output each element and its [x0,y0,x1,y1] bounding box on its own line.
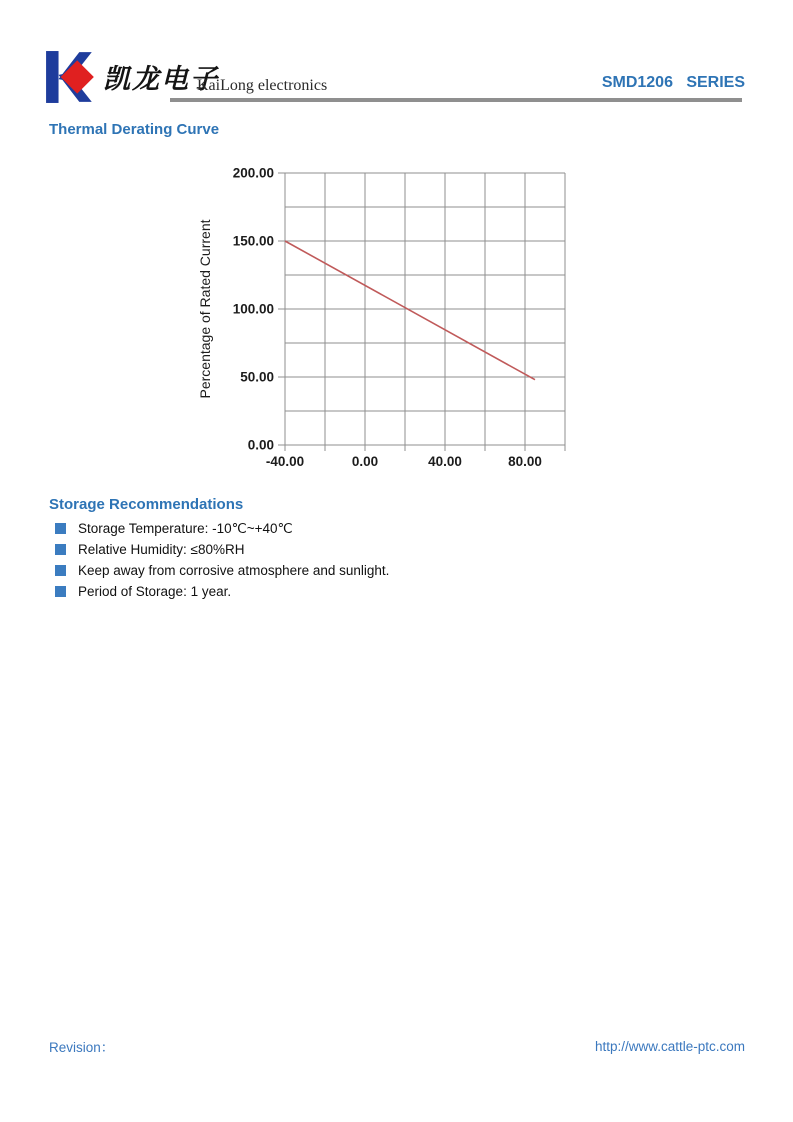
svg-text:150.00: 150.00 [232,233,274,249]
thermal-section-title: Thermal Derating Curve [49,121,220,138]
svg-text:-40.00: -40.00 [265,454,305,469]
svg-text:40.00: 40.00 [428,454,462,469]
storage-recommendations-list [55,518,389,602]
list-item-text: Period of Storage: 1 year. [78,584,232,599]
bullet-square-icon [55,544,66,555]
bullet-square-icon [55,586,66,597]
list-item [55,581,389,602]
logo-chinese-name: 凯龙电子 [103,64,219,95]
revision-label: Revision： [49,1040,115,1055]
svg-text:0.00: 0.00 [247,437,274,453]
kailong-logo-icon [44,50,98,104]
bullet-square-icon [55,523,66,534]
list-item-text: Relative Humidity: ≤80%RH [78,542,245,557]
list-item [55,518,389,539]
svg-text:80.00: 80.00 [508,454,542,469]
svg-text:100.00: 100.00 [232,301,274,317]
svg-text:0.00: 0.00 [351,454,379,469]
logo-english-name: KaiLong electronics [197,77,328,94]
list-item [55,539,389,560]
thermal-derating-chart [190,160,600,478]
list-item-text: Storage Temperature: -10℃~+40℃ [78,520,293,536]
svg-text:50.00: 50.00 [240,369,274,385]
series-label: SMD1206 SERIES [601,74,745,91]
website-link[interactable]: http://www.cattle-ptc.com [594,1038,745,1054]
header-divider [170,98,742,102]
list-item-text: Keep away from corrosive atmosphere and sunlight. [78,563,390,578]
storage-section-title: Storage Recommendations [49,496,244,513]
svg-text:200.00: 200.00 [232,165,274,181]
page-footer [49,1036,745,1056]
bullet-square-icon [55,565,66,576]
list-item [55,560,389,581]
svg-text:Percentage of Rated Current: Percentage of Rated Current [197,219,213,399]
